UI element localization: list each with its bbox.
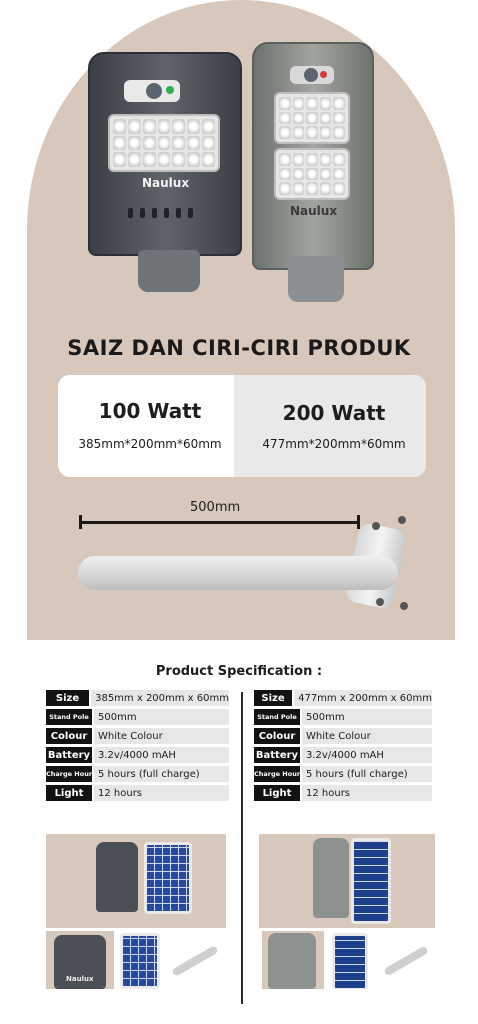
solar-panel-image [332, 933, 368, 989]
led-cell [306, 112, 318, 125]
spec-row [254, 728, 432, 744]
lamp-thumbnail [268, 933, 316, 989]
led-cell [320, 112, 332, 125]
bolt-icon [400, 602, 408, 610]
product-photo-lamp-closeup [46, 931, 114, 989]
spec-row [254, 690, 432, 706]
led-cell [320, 153, 332, 166]
pole-thumbnail [171, 945, 218, 977]
led-cell [113, 136, 126, 151]
led-cell [293, 168, 305, 181]
led-cell [113, 152, 126, 167]
led-cell [293, 153, 305, 166]
led-cell [279, 153, 291, 166]
led-cell [320, 182, 332, 195]
spec-key: Light [46, 785, 92, 801]
lamp-thumbnail [96, 842, 138, 912]
led-cell [333, 126, 345, 139]
motion-sensor-icon [124, 80, 180, 102]
product-photo-pole [376, 931, 436, 989]
led-cell [202, 119, 215, 134]
pole-length-label: 500mm [190, 500, 241, 515]
solar-panel-image [120, 933, 160, 989]
watt-label-200: 200 Watt [282, 401, 386, 425]
led-cell [187, 119, 200, 134]
spec-key: Stand Pole [46, 709, 92, 725]
led-cell [113, 119, 126, 134]
lamp-thumbnail [313, 838, 349, 918]
product-photo-lamp-closeup [262, 931, 324, 989]
led-cell [128, 136, 141, 151]
led-panel-bottom [274, 148, 350, 200]
led-cell [320, 168, 332, 181]
spec-value: 385mm x 200mm x 60mm [91, 690, 229, 706]
led-cell [333, 112, 345, 125]
dimension-label-200: 477mm*200mm*60mm [262, 437, 406, 451]
spec-value: 500mm [94, 709, 229, 725]
lamp-100w-image [88, 52, 242, 256]
dimension-label-100: 385mm*200mm*60mm [78, 437, 222, 451]
led-cell [306, 153, 318, 166]
spec-value: White Colour [302, 728, 432, 744]
product-photo-100w-set [46, 834, 226, 928]
led-cell [158, 136, 171, 151]
bolt-icon [398, 516, 406, 524]
spec-key: Battery [46, 747, 92, 763]
spec-value: 12 hours [94, 785, 229, 801]
motion-sensor-icon [290, 66, 334, 84]
spec-key: Colour [254, 728, 300, 744]
spec-heading: Product Specification : [155, 664, 323, 679]
led-cell [172, 152, 185, 167]
solar-panel-image [351, 838, 391, 924]
led-cell [279, 182, 291, 195]
spec-row [254, 785, 432, 801]
led-cell [279, 168, 291, 181]
led-cell [293, 182, 305, 195]
measurement-line [80, 521, 360, 524]
measurement-tick-right [357, 515, 360, 529]
spec-row [254, 766, 432, 782]
led-cell [158, 152, 171, 167]
led-cell [279, 112, 291, 125]
led-cell [306, 168, 318, 181]
spec-row [46, 709, 229, 725]
spec-value: 477mm x 200mm x 60mm [294, 690, 432, 706]
led-cell [333, 182, 345, 195]
led-cell [293, 126, 305, 139]
spec-row [254, 709, 432, 725]
spec-value: 5 hours (full charge) [302, 766, 432, 782]
led-cell [143, 136, 156, 151]
led-cell [158, 119, 171, 134]
product-photo-pole [164, 931, 226, 989]
spec-row [46, 728, 229, 744]
solar-panel-image [144, 842, 192, 914]
pole-thumbnail [383, 946, 429, 977]
spec-key: Size [46, 690, 89, 706]
product-photo-solar [326, 931, 372, 989]
lamp-brand-label: Naulux [290, 204, 338, 218]
size-card-right-panel [234, 375, 426, 477]
page-title: SAIZ DAN CIRI-CIRI PRODUK [67, 336, 411, 360]
spec-key: Charge Hour [46, 766, 92, 782]
bolt-icon [372, 522, 380, 530]
spec-key: Size [254, 690, 292, 706]
column-divider [241, 692, 243, 1004]
spec-value: 12 hours [302, 785, 432, 801]
led-cell [172, 136, 185, 151]
led-cell [306, 126, 318, 139]
led-cell [172, 119, 185, 134]
led-cell [279, 126, 291, 139]
led-cell [187, 152, 200, 167]
spec-key: Stand Pole [254, 709, 300, 725]
led-cell [306, 97, 318, 110]
lamp-brand-label: Naulux [66, 975, 94, 983]
led-cell [333, 153, 345, 166]
lamp-brand-label: Naulux [142, 176, 190, 190]
led-panel [108, 114, 220, 172]
spec-key: Charge Hour [254, 766, 300, 782]
spec-row [254, 747, 432, 763]
product-photo-solar [116, 931, 162, 989]
spec-value: 3.2v/4000 mAH [302, 747, 432, 763]
led-cell [293, 97, 305, 110]
spec-row [46, 747, 229, 763]
product-photo-200w-set [259, 834, 435, 928]
spec-key: Battery [254, 747, 300, 763]
spec-row [46, 690, 229, 706]
led-cell [333, 168, 345, 181]
led-cell [333, 97, 345, 110]
spec-value: White Colour [94, 728, 229, 744]
led-cell [202, 152, 215, 167]
spec-value: 500mm [302, 709, 432, 725]
spec-row [46, 766, 229, 782]
spec-row [46, 785, 229, 801]
led-cell [143, 119, 156, 134]
watt-label-100: 100 Watt [98, 399, 202, 423]
spec-value: 3.2v/4000 mAH [94, 747, 229, 763]
led-cell [128, 119, 141, 134]
led-cell [293, 112, 305, 125]
spec-key: Light [254, 785, 300, 801]
size-comparison-card [58, 375, 426, 477]
led-cell [202, 136, 215, 151]
led-cell [306, 182, 318, 195]
led-cell [143, 152, 156, 167]
led-cell [187, 136, 200, 151]
spec-key: Colour [46, 728, 92, 744]
led-cell [320, 97, 332, 110]
led-cell [320, 126, 332, 139]
measurement-tick-left [79, 515, 82, 529]
spec-value: 5 hours (full charge) [94, 766, 229, 782]
spec-table-100w [46, 690, 229, 804]
led-panel-top [274, 92, 350, 144]
spec-table-200w [254, 690, 432, 804]
led-cell [279, 97, 291, 110]
led-cell [128, 152, 141, 167]
lamp-200w-image [252, 42, 374, 270]
bolt-icon [376, 598, 384, 606]
mount-bracket [288, 256, 344, 302]
stand-pole-image [78, 556, 398, 590]
mount-bracket [138, 250, 200, 292]
